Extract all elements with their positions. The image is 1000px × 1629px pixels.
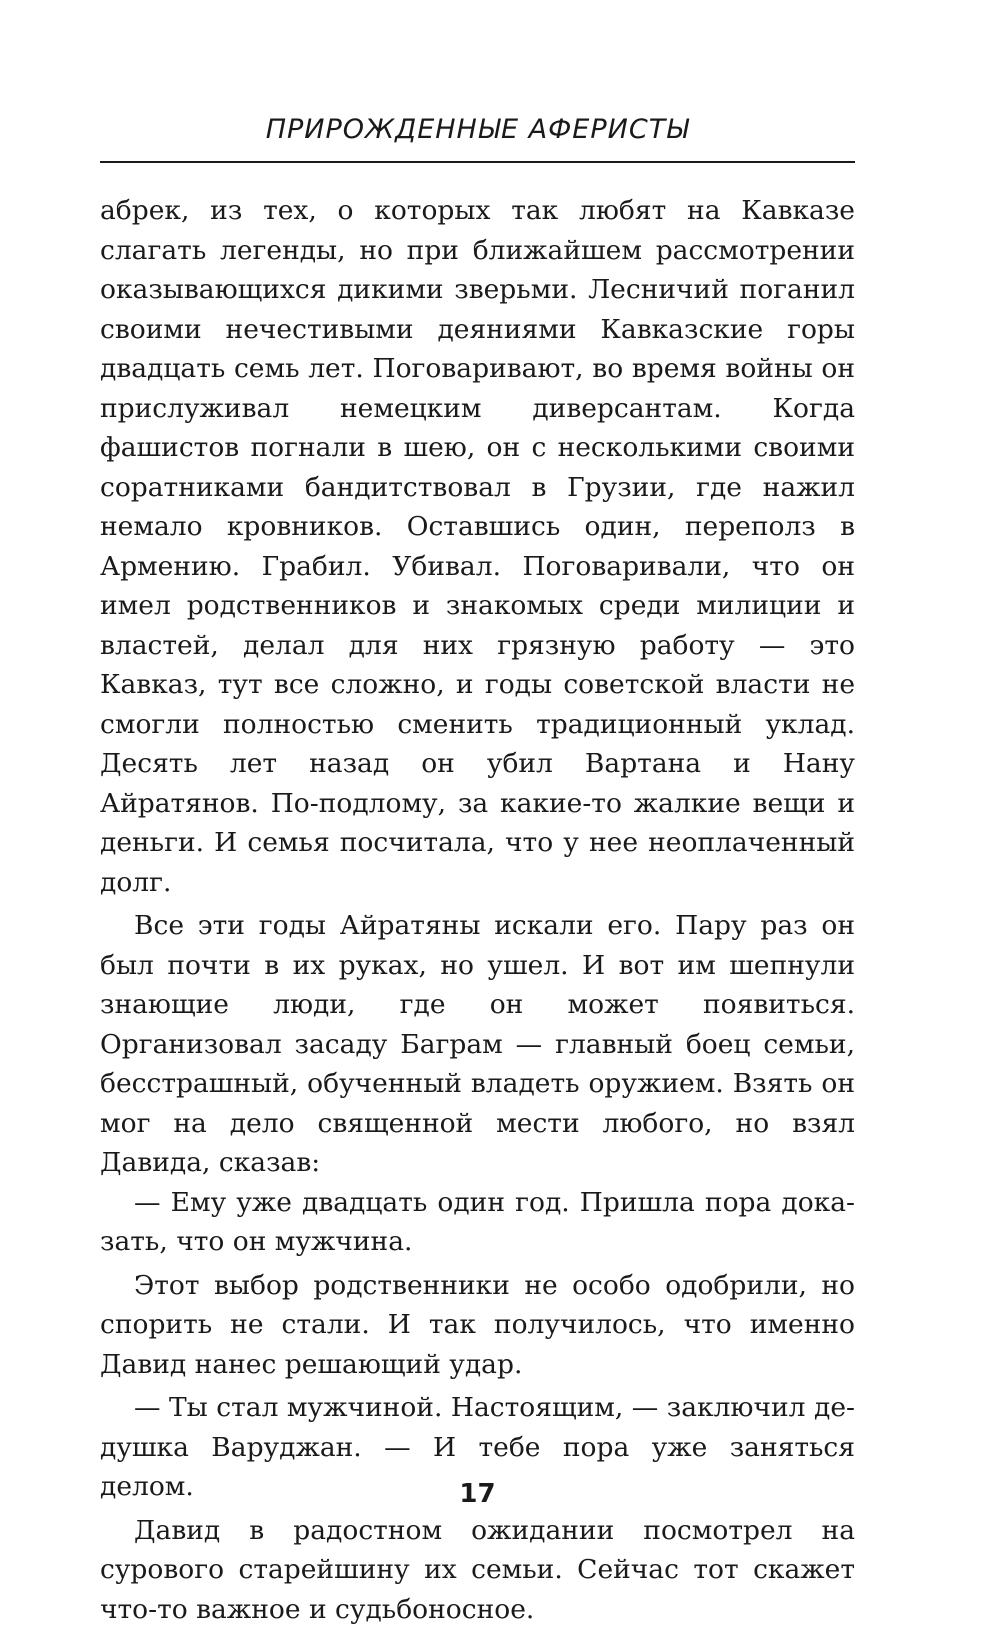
- paragraph: — Ему уже двадцать один год. Пришла пора доказать, что он мужчина.: [100, 1183, 855, 1262]
- body-text: [100, 191, 855, 1629]
- page-number: 17: [100, 1476, 855, 1512]
- paragraph: абрек, из тех, о которых так любят на Кавказе слагать легенды, но при ближайшем рассмотрении оказывающихся дикими зверьми. Лесничий поганил своими нечестивыми деяниями Кавказские горы двадцать семь лет. Поговаривают, во время войны он прислуживал немецким диверсантам. Когда фашистов погнали в шею, он с несколькими своими соратниками бандитствовал в Грузии, где нажил немало кровников. Оставшись один, переполз в Армению. Грабил. Убивал. Поговаривали, что он имел родственников и знакомых среди милиции и властей, делал для них грязную работу — это Кавказ, тут все сложно, и годы советской власти не смогли полностью сменить традиционный уклад. Десять лет назад он убил Вартана и Нану Айратянов. По-подлому, за какие-то жалкие вещи и деньги. И семья посчитала, что у нее неоплаченный долг.: [100, 191, 855, 902]
- paragraph: Этот выбор родственники не особо одобрили, но спорить не стали. И так получилось, что именно Давид нанес решающий удар.: [100, 1266, 855, 1385]
- paragraph: Все эти годы Айратяны искали его. Пару раз он был почти в их руках, но ушел. И вот им шепнули знающие люди, где он может появиться. Организовал засаду Баграм — главный боец семьи, бесстрашный, обученный владеть оружием. Взять он мог на дело священной мести любого, но взял Давида, сказав:: [100, 906, 855, 1183]
- running-title: ПРИРОЖДЕННЫЕ АФЕРИСТЫ: [100, 112, 855, 148]
- paragraph: — Ты стал мужчиной. Настоящим, — заключил дедушка Варуджан. — И тебе пора уже заняться делом.: [100, 1388, 855, 1507]
- paragraph: Давид в радостном ожидании посмотрел на сурового старейшину их семьи. Сейчас тот скажет что-то важное и судьбоносное.: [100, 1511, 855, 1629]
- header-rule: [100, 161, 855, 163]
